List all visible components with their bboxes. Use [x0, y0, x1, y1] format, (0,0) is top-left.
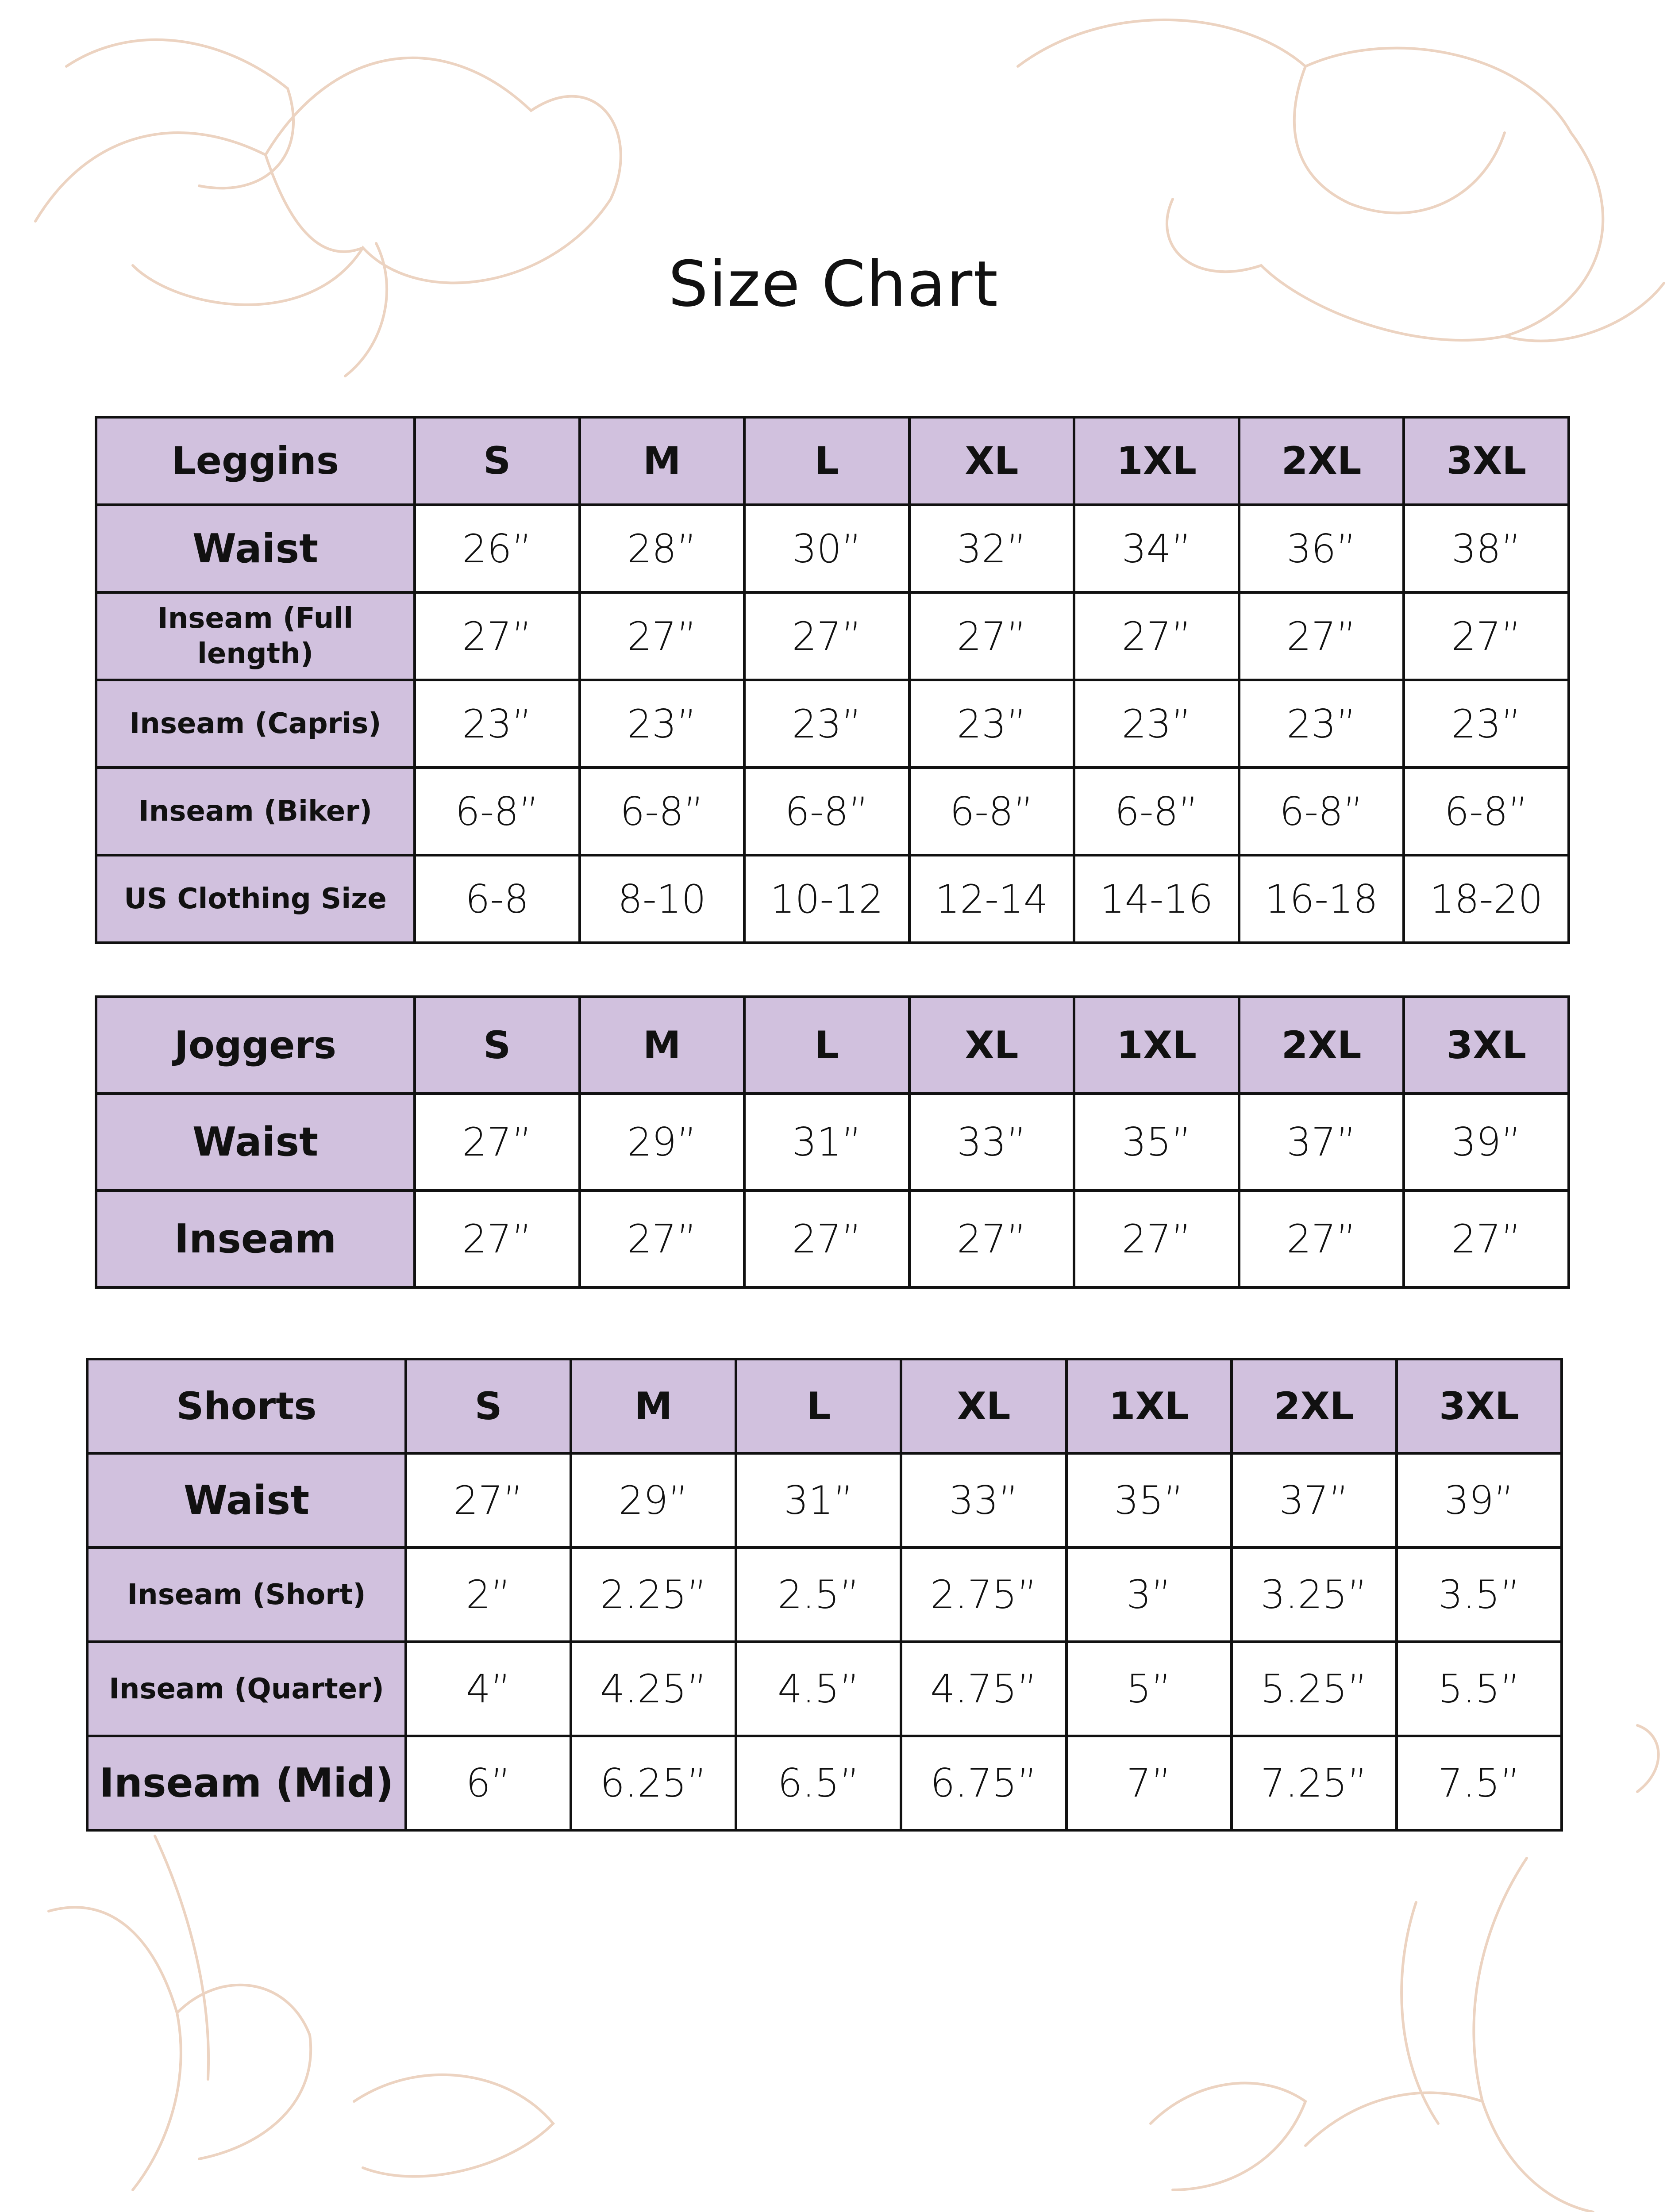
measurement-value-cell: 29” [580, 1094, 745, 1190]
measurement-value-cell: 36” [1239, 505, 1404, 592]
measurement-value-cell: 6.75” [901, 1736, 1066, 1830]
size-header-cell: 2XL [1239, 417, 1404, 505]
measurement-label-cell: Waist [96, 505, 415, 592]
measurement-value-cell: 23” [1404, 680, 1569, 768]
size-header-cell: XL [909, 417, 1074, 505]
page-title: Size Chart [668, 248, 999, 321]
measurement-value-cell: 6-8” [744, 768, 909, 855]
measurement-value-cell: 2” [406, 1548, 571, 1642]
measurement-value-cell: 6-8 [415, 855, 580, 943]
measurement-label-cell: Inseam (Mid) [87, 1736, 406, 1830]
size-header-cell: L [736, 1359, 901, 1453]
size-header-cell: S [415, 997, 580, 1094]
measurement-value-cell: 6-8” [1404, 768, 1569, 855]
measurement-value-cell: 39” [1404, 1094, 1569, 1190]
measurement-value-cell: 32” [909, 505, 1074, 592]
measurement-value-cell: 12-14 [909, 855, 1074, 943]
joggers-size-table [95, 995, 1570, 1289]
size-header-cell: M [571, 1359, 736, 1453]
measurement-value-cell: 18-20 [1404, 855, 1569, 943]
shorts-size-table [86, 1358, 1563, 1832]
table-header-row [96, 417, 1569, 505]
measurement-value-cell: 29” [571, 1453, 736, 1548]
measurement-value-cell: 28” [580, 505, 745, 592]
measurement-value-cell: 27” [415, 1094, 580, 1190]
table-row [96, 505, 1569, 592]
measurement-value-cell: 23” [580, 680, 745, 768]
table-row [96, 1190, 1569, 1287]
measurement-value-cell: 16-18 [1239, 855, 1404, 943]
measurement-value-cell: 23” [744, 680, 909, 768]
measurement-value-cell: 27” [1404, 592, 1569, 680]
measurement-value-cell: 4.5” [736, 1642, 901, 1736]
size-header-cell: 3XL [1404, 997, 1569, 1094]
measurement-value-cell: 38” [1404, 505, 1569, 592]
measurement-value-cell: 27” [909, 592, 1074, 680]
size-header-cell: 2XL [1232, 1359, 1397, 1453]
size-header-cell: M [580, 417, 745, 505]
measurement-value-cell: 35” [1074, 1094, 1239, 1190]
measurement-label-cell: Waist [87, 1453, 406, 1548]
measurement-value-cell: 27” [415, 592, 580, 680]
table-row [87, 1642, 1562, 1736]
table-row [96, 855, 1569, 943]
table-row [87, 1736, 1562, 1830]
measurement-label-cell: Inseam (Full length) [96, 592, 415, 680]
size-header-cell: XL [909, 997, 1074, 1094]
measurement-value-cell: 14-16 [1074, 855, 1239, 943]
measurement-label-cell: Inseam (Quarter) [87, 1642, 406, 1736]
measurement-value-cell: 7” [1066, 1736, 1232, 1830]
measurement-value-cell: 2.5” [736, 1548, 901, 1642]
table-row [87, 1453, 1562, 1548]
measurement-value-cell: 6-8” [415, 768, 580, 855]
measurement-value-cell: 31” [736, 1453, 901, 1548]
measurement-value-cell: 27” [1404, 1190, 1569, 1287]
measurement-value-cell: 10-12 [744, 855, 909, 943]
measurement-value-cell: 35” [1066, 1453, 1232, 1548]
size-header-cell: L [744, 417, 909, 505]
size-header-cell: 2XL [1239, 997, 1404, 1094]
measurement-value-cell: 6.5” [736, 1736, 901, 1830]
measurement-value-cell: 34” [1074, 505, 1239, 592]
table-row [96, 1094, 1569, 1190]
measurement-value-cell: 23” [909, 680, 1074, 768]
measurement-label-cell: Waist [96, 1094, 415, 1190]
measurement-value-cell: 4.75” [901, 1642, 1066, 1736]
measurement-value-cell: 5.5” [1397, 1642, 1562, 1736]
measurement-value-cell: 31” [744, 1094, 909, 1190]
size-header-cell: 3XL [1397, 1359, 1562, 1453]
measurement-value-cell: 5.25” [1232, 1642, 1397, 1736]
size-header-cell: L [744, 997, 909, 1094]
table-row [87, 1548, 1562, 1642]
size-header-cell: 1XL [1074, 417, 1239, 505]
measurement-value-cell: 23” [1074, 680, 1239, 768]
measurement-value-cell: 27” [415, 1190, 580, 1287]
measurement-value-cell: 6-8” [580, 768, 745, 855]
measurement-value-cell: 6” [406, 1736, 571, 1830]
measurement-value-cell: 37” [1239, 1094, 1404, 1190]
measurement-value-cell: 3.25” [1232, 1548, 1397, 1642]
measurement-value-cell: 23” [1239, 680, 1404, 768]
size-header-cell: S [415, 417, 580, 505]
measurement-label-cell: Inseam [96, 1190, 415, 1287]
measurement-value-cell: 6-8” [1239, 768, 1404, 855]
measurement-value-cell: 30” [744, 505, 909, 592]
size-header-cell: M [580, 997, 745, 1094]
measurement-value-cell: 27” [580, 592, 745, 680]
measurement-value-cell: 27” [580, 1190, 745, 1287]
measurement-value-cell: 27” [406, 1453, 571, 1548]
table-row [96, 592, 1569, 680]
measurement-value-cell: 39” [1397, 1453, 1562, 1548]
size-header-cell: S [406, 1359, 571, 1453]
measurement-value-cell: 33” [909, 1094, 1074, 1190]
table-row [96, 768, 1569, 855]
measurement-value-cell: 27” [1074, 592, 1239, 680]
measurement-label-cell: US Clothing Size [96, 855, 415, 943]
measurement-value-cell: 27” [909, 1190, 1074, 1287]
measurement-value-cell: 27” [1074, 1190, 1239, 1287]
measurement-value-cell: 8-10 [580, 855, 745, 943]
measurement-value-cell: 4.25” [571, 1642, 736, 1736]
table-header-row [87, 1359, 1562, 1453]
measurement-value-cell: 3.5” [1397, 1548, 1562, 1642]
measurement-value-cell: 3” [1066, 1548, 1232, 1642]
measurement-value-cell: 37” [1232, 1453, 1397, 1548]
measurement-value-cell: 2.25” [571, 1548, 736, 1642]
measurement-label-cell: Inseam (Capris) [96, 680, 415, 768]
table-title-cell: Joggers [96, 997, 415, 1094]
measurement-value-cell: 4” [406, 1642, 571, 1736]
measurement-value-cell: 27” [1239, 1190, 1404, 1287]
measurement-value-cell: 27” [1239, 592, 1404, 680]
table-title-cell: Leggins [96, 417, 415, 505]
measurement-value-cell: 27” [744, 1190, 909, 1287]
size-header-cell: 3XL [1404, 417, 1569, 505]
leggings-size-table [95, 416, 1570, 944]
measurement-value-cell: 6-8” [909, 768, 1074, 855]
table-header-row [96, 997, 1569, 1094]
measurement-value-cell: 7.5” [1397, 1736, 1562, 1830]
size-header-cell: 1XL [1074, 997, 1239, 1094]
table-row [96, 680, 1569, 768]
measurement-label-cell: Inseam (Biker) [96, 768, 415, 855]
measurement-label-cell: Inseam (Short) [87, 1548, 406, 1642]
size-header-cell: 1XL [1066, 1359, 1232, 1453]
size-header-cell: XL [901, 1359, 1066, 1453]
measurement-value-cell: 6-8” [1074, 768, 1239, 855]
measurement-value-cell: 2.75” [901, 1548, 1066, 1642]
measurement-value-cell: 27” [744, 592, 909, 680]
measurement-value-cell: 7.25” [1232, 1736, 1397, 1830]
measurement-value-cell: 6.25” [571, 1736, 736, 1830]
measurement-value-cell: 33” [901, 1453, 1066, 1548]
measurement-value-cell: 23” [415, 680, 580, 768]
measurement-value-cell: 26” [415, 505, 580, 592]
measurement-value-cell: 5” [1066, 1642, 1232, 1736]
table-title-cell: Shorts [87, 1359, 406, 1453]
